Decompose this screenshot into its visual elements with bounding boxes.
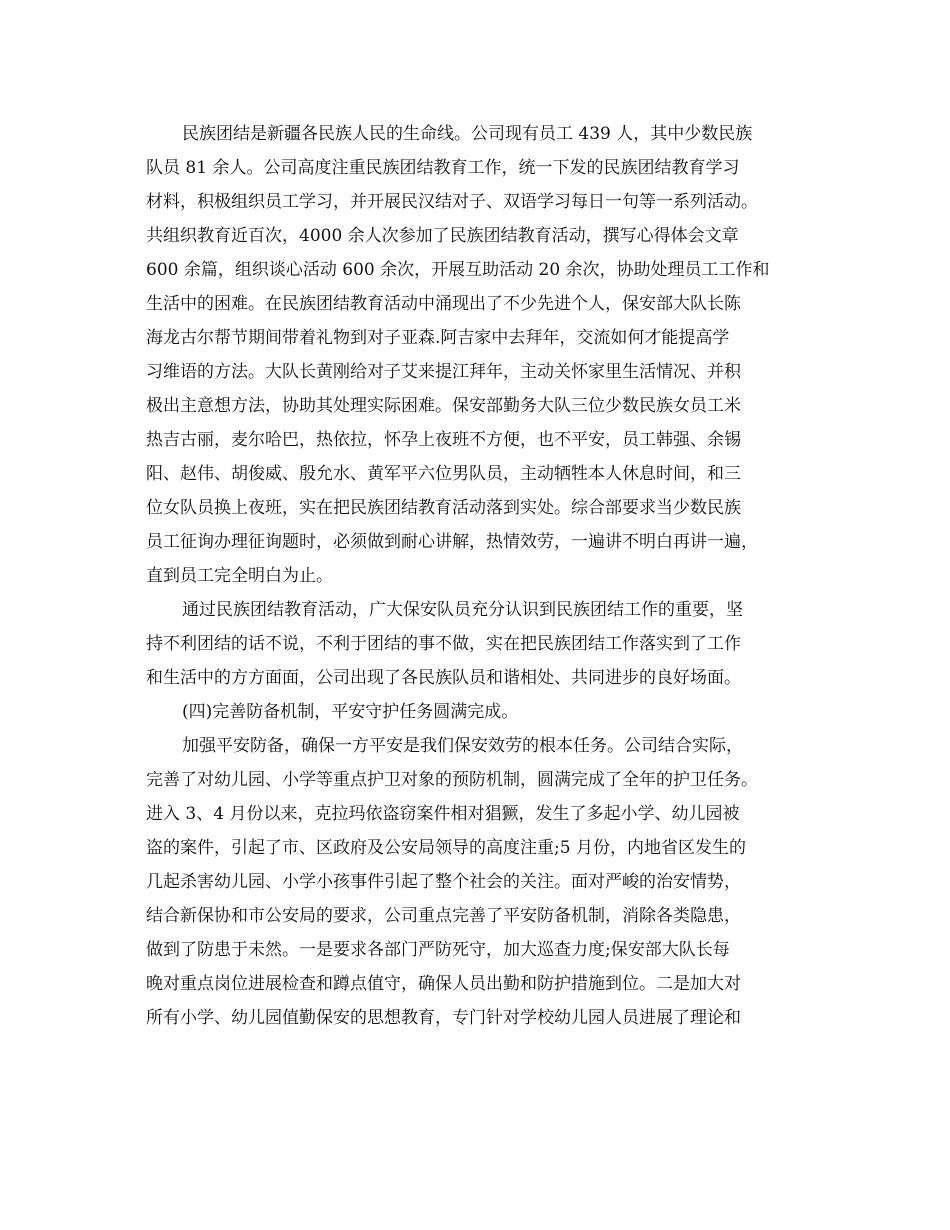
- paragraph-line: 所有小学、幼儿园值勤保安的思想教育，专门针对学校幼儿园人员进展了理论和: [146, 1008, 741, 1028]
- paragraph-line: 材料，积极组织员工学习，并开展民汉结对子、双语学习每日一句等一系列活动。: [146, 192, 758, 212]
- paragraph-line: 员工征询办理征询题时，必须做到耐心讲解，热情效劳，一遍讲不明白再讲一遍，: [146, 532, 758, 552]
- paragraph-line: 阳、赵伟、胡俊威、殷允水、黄军平六位男队员，主动牺牲本人休息时间，和三: [146, 464, 741, 484]
- paragraph-line: 进入 3、4 月份以来，克拉玛依盗窃案件相对猖獗，发生了多起小学、幼儿园被: [146, 804, 740, 824]
- paragraph-line: 海龙古尔帮节期间带着礼物到对子亚森.阿吉家中去拜年，交流如何才能提高学: [146, 328, 730, 348]
- paragraph-line: 共组织教育近百次，4000 余人次参加了民族团结教育活动，撰写心得体会文章: [146, 226, 739, 246]
- paragraph-line: 几起杀害幼儿园、小学小孩事件引起了整个社会的关注。面对严峻的治安情势，: [146, 872, 741, 892]
- section-heading: (四)完善防备机制，平安守护任务圆满完成。: [182, 702, 519, 722]
- paragraph-line: 生活中的困难。在民族团结教育活动中涌现出了不少先进个人，保安部大队长陈: [146, 294, 741, 314]
- paragraph-line: 完善了对幼儿园、小学等重点护卫对象的预防机制，圆满完成了全年的护卫任务。: [146, 770, 758, 790]
- paragraph-line: 通过民族团结教育活动，广大保安队员充分认识到民族团结工作的重要，坚: [182, 600, 743, 620]
- paragraph-line: 极出主意想方法，协助其处理实际困难。保安部勤务大队三位少数民族女员工米: [146, 396, 741, 416]
- paragraph-line: 结合新保协和市公安局的要求，公司重点完善了平安防备机制，消除各类隐患，: [146, 906, 741, 926]
- paragraph-line: 盗的案件，引起了市、区政府及公安局领导的高度注重;5 月份，内地省区发生的: [146, 838, 746, 858]
- paragraph-line: 热吉古丽，麦尔哈巴，热依拉，怀孕上夜班不方便，也不平安，员工韩强、余锡: [146, 430, 741, 450]
- paragraph-line: 直到员工完全明白为止。: [146, 566, 333, 586]
- paragraph-line: 加强平安防备，确保一方平安是我们保安效劳的根本任务。公司结合实际，: [182, 736, 743, 756]
- paragraph-line: 队员 81 余人。公司高度注重民族团结教育工作，统一下发的民族团结教育学习: [146, 158, 740, 178]
- paragraph-line: 600 余篇，组织谈心活动 600 余次，开展互助活动 20 余次，协助处理员工工作和: [146, 260, 770, 280]
- paragraph-line: 位女队员换上夜班，实在把民族团结教育活动落到实处。综合部要求当少数民族: [146, 498, 741, 518]
- paragraph-line: 习维语的方法。大队长黄刚给对子艾来提江拜年，主动关怀家里生活情况、并积: [146, 362, 741, 382]
- paragraph-line: 做到了防患于未然。一是要求各部门严防死守，加大巡查力度;保安部大队长每: [146, 940, 730, 960]
- paragraph-line: 晚对重点岗位进展检查和蹲点值守，确保人员出勤和防护措施到位。二是加大对: [146, 974, 741, 994]
- paragraph-line: 和生活中的方方面面，公司出现了各民族队员和谐相处、共同进步的良好场面。: [146, 668, 741, 688]
- paragraph-line: 持不利团结的话不说，不利于团结的事不做，实在把民族团结工作落实到了工作: [146, 634, 741, 654]
- paragraph-line: 民族团结是新疆各民族人民的生命线。公司现有员工 439 人，其中少数民族: [182, 124, 753, 144]
